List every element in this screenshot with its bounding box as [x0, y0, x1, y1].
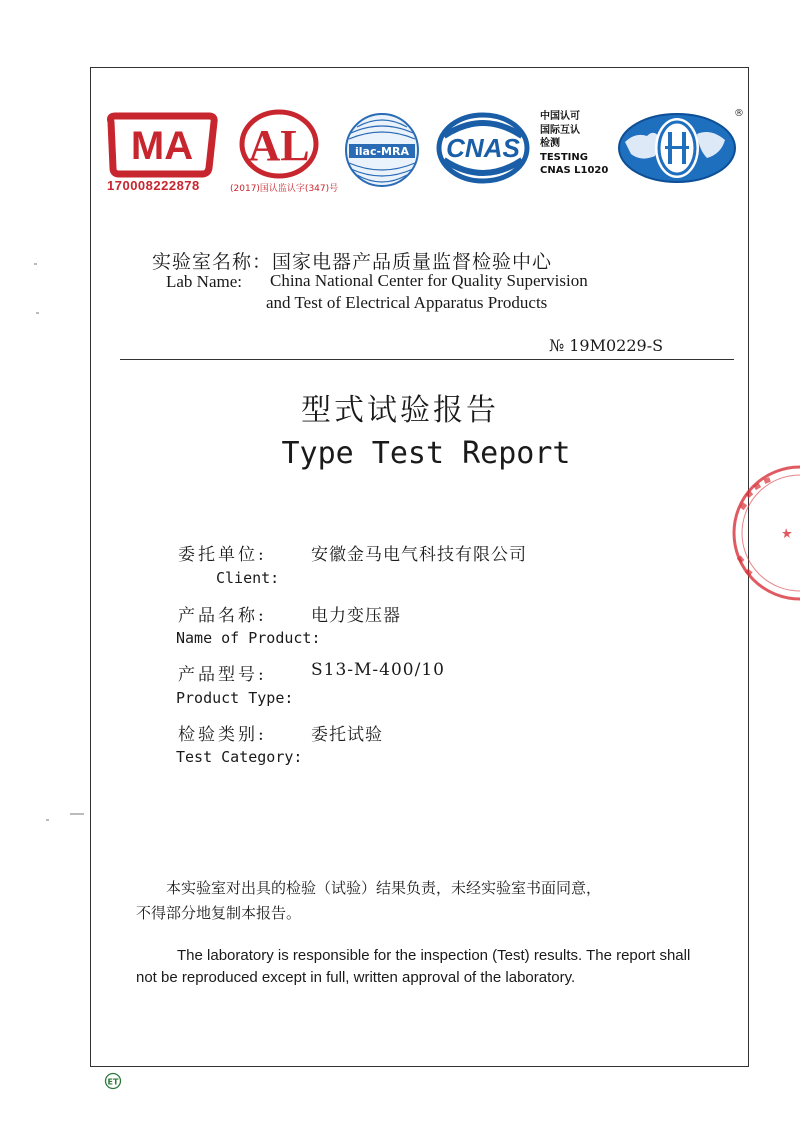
scan-speck [70, 813, 84, 815]
title-cn: 型式试验报告 [301, 393, 499, 428]
lab-name-en-line2: and Test of Electrical Apparatus Products [266, 293, 548, 312]
product-type-value: S13-M-400/10 [311, 660, 445, 680]
disclaimer-en: The laboratory is responsible for the inspection (Test) results. The report shall not be reproduced except in full, written approval of the laboratory. [136, 947, 691, 986]
cqc-globe-logo [615, 106, 745, 186]
client-label-en: Client: [216, 569, 280, 587]
svg-text:ilac-MRA: ilac-MRA [355, 145, 409, 158]
cnas-accreditation-text: 中国认可 国际互认 检测 TESTING CNAS L1020 [540, 111, 609, 176]
lab-name-cn: 实验室名称：国家电器产品质量监督检验中心 [152, 251, 553, 273]
title-en: Type Test Report [281, 436, 571, 471]
product-name-label-cn: 产品名称: [178, 606, 267, 626]
svg-text:ET: ET [107, 1077, 119, 1087]
lab-name-label: Lab Name: [166, 272, 242, 291]
disclaimer-cn: 本实验室对出具的检验（试验）结果负责，未经实验室书面同意， 不得部分地复制本报告。 [136, 879, 602, 922]
registered-mark: ® [734, 108, 744, 119]
cal-logo [238, 108, 320, 180]
scan-speck [36, 312, 39, 314]
product-name-value: 电力变压器 [311, 606, 401, 626]
scan-speck [34, 263, 37, 265]
client-value: 安徽金马电气科技有限公司 [311, 545, 527, 565]
product-type-label-cn: 产品型号: [178, 665, 267, 685]
cal-number: (2017)国认监认字(347)号 [230, 184, 339, 194]
client-label-cn: 委托单位: [178, 545, 267, 565]
svg-text:AL: AL [248, 121, 310, 170]
et-footer-mark [104, 1072, 122, 1090]
product-name-label-en: Name of Product: [176, 629, 321, 647]
red-seal-stamp [724, 462, 800, 604]
test-category-label-en: Test Category: [176, 748, 303, 766]
divider [120, 359, 734, 360]
cma-number: 170008222878 [107, 178, 200, 193]
lab-name-en-line1: China National Center for Quality Supervision [270, 271, 588, 290]
cma-logo [105, 112, 220, 178]
test-category-value: 委托试验 [311, 725, 383, 745]
test-category-label-cn: 检验类别: [178, 725, 267, 745]
ilac-mra-logo [343, 111, 421, 189]
scan-speck [46, 819, 49, 821]
cnas-logo [436, 112, 530, 184]
report-number: № 19M0229-S [549, 336, 664, 355]
product-type-label-en: Product Type: [176, 689, 294, 707]
svg-text:CNAS: CNAS [446, 133, 520, 163]
svg-text:MA: MA [130, 124, 194, 168]
